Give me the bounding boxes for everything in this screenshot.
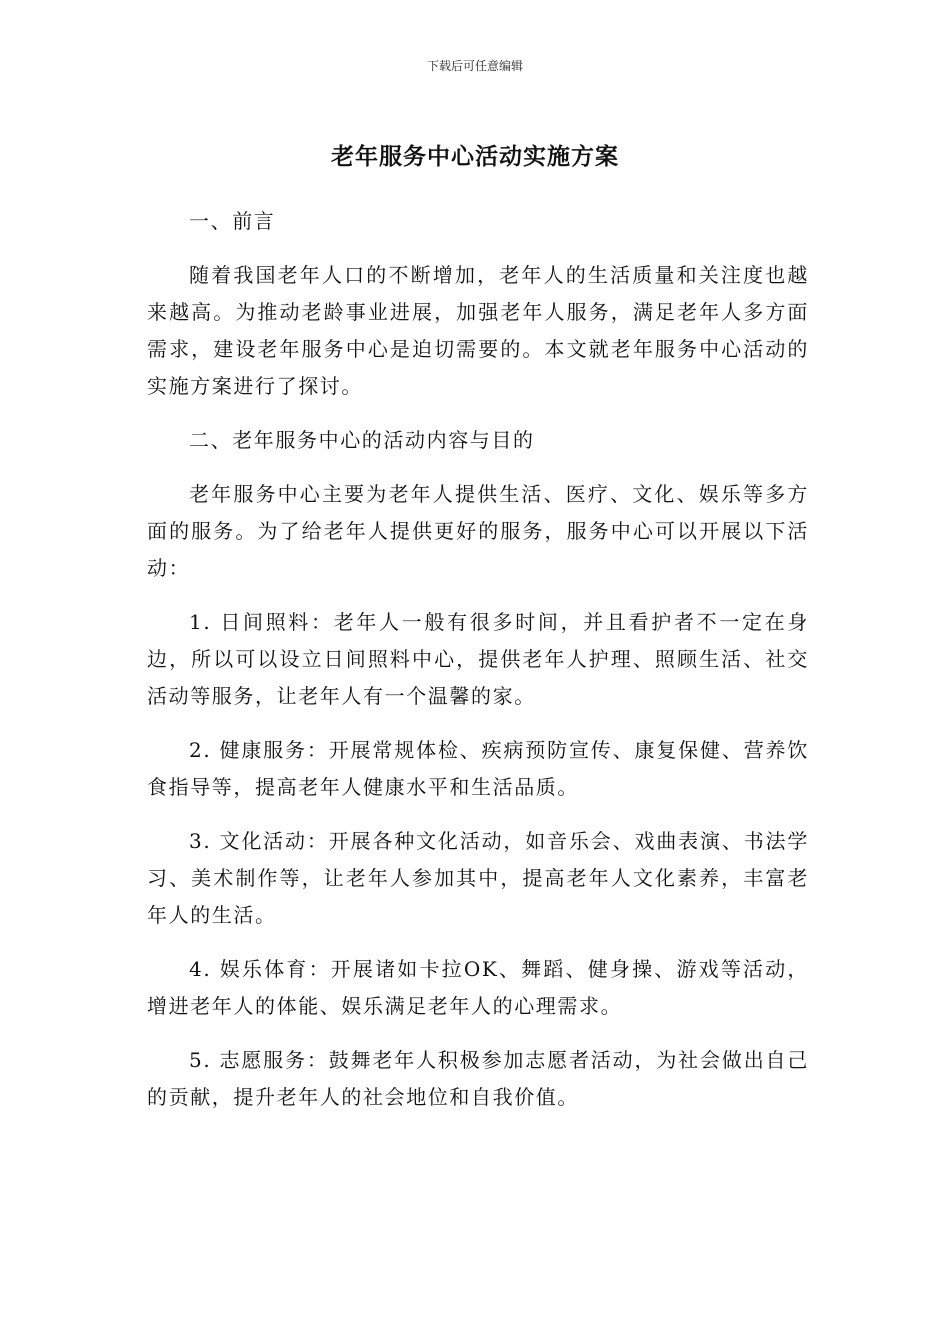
header-note: 下载后可任意编辑 [426, 59, 523, 73]
paragraph-intro: 随着我国老年人口的不断增加，老年人的生活质量和关注度也越来越高。为推动老龄事业进展，加强老年人服务，满足老年人多方面需求，建设老年服务中心是迫切需要的。本文就老年服务中心活动的实施方案进行了探讨。 [147, 263, 809, 398]
document-body [147, 203, 809, 1133]
section-heading-activities: 二、老年服务中心的活动内容与目的 [189, 428, 535, 452]
paragraph-activities-overview: 老年服务中心主要为老年人提供生活、医疗、文化、娱乐等多方面的服务。为了给老年人提供更好的服务，服务中心可以开展以下活动： [147, 482, 809, 580]
document-title: 老年服务中心活动实施方案 [331, 144, 619, 170]
list-item-health-service: 2. 健康服务：开展常规体检、疾病预防宣传、康复保健、营养饮食指导等，提高老年人健康水平和生活品质。 [147, 738, 809, 799]
list-item-cultural-activities: 3. 文化活动：开展各种文化活动，如音乐会、戏曲表演、书法学习、美术制作等，让老年人参加其中，提高老年人文化素养，丰富老年人的生活。 [147, 829, 809, 927]
section-heading-preface: 一、前言 [189, 209, 276, 233]
list-item-entertainment-sports: 4. 娱乐体育：开展诸如卡拉OK、舞蹈、健身操、游戏等活动，增进老年人的体能、娱乐满足老年人的心理需求。 [147, 957, 809, 1018]
list-item-day-care: 1. 日间照料：老年人一般有很多时间，并且看护者不一定在身边，所以可以设立日间照料中心，提供老年人护理、照顾生活、社交活动等服务，让老年人有一个温馨的家。 [147, 610, 809, 708]
list-item-volunteer-service: 5. 志愿服务：鼓舞老年人积极参加志愿者活动，为社会做出自己的贡献，提升老年人的社会地位和自我价值。 [147, 1048, 809, 1109]
